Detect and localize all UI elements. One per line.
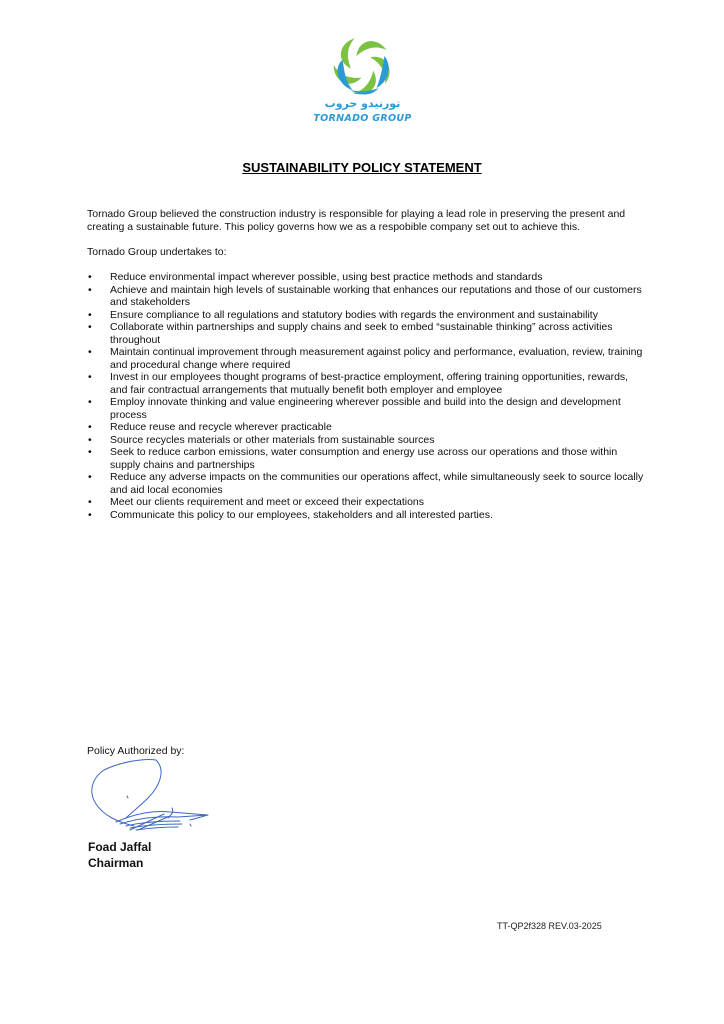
logo-english-text: TORNADO GROUP [313, 113, 412, 124]
logo-arabic-text: تورنيدو جروب [324, 97, 401, 110]
signature-icon [86, 756, 216, 836]
commitments-list [87, 271, 647, 521]
list-item: • Collaborate within partnerships and supply chains and seek to embed “sustainable thinking” across activities throughout [87, 321, 647, 346]
signer-name: Foad Jaffal [88, 840, 152, 854]
authorized-by-label: Policy Authorized by: [87, 745, 185, 757]
list-item: • Meet our clients requirement and meet or exceed their expectations [87, 496, 647, 509]
list-item: • Seek to reduce carbon emissions, water consumption and energy use across our operations and those within supply chains and partnerships [87, 446, 647, 471]
list-item: • Communicate this policy to our employees, stakeholders and all interested parties. [87, 509, 647, 522]
list-item: • Reduce environmental impact wherever possible, using best practice methods and standards [87, 271, 647, 284]
list-item: • Reduce any adverse impacts on the communities our operations affect, while simultaneously seek to source locally and aid local economies [87, 471, 647, 496]
list-item: • Maintain continual improvement through measurement against policy and performance, evaluation, review, training and procedural change where required [87, 346, 647, 371]
list-item: • Ensure compliance to all regulations and statutory bodies with regards the environment and sustainability [87, 309, 647, 322]
undertakes-heading: Tornado Group undertakes to: [87, 246, 227, 258]
list-item: • Achieve and maintain high levels of sustainable working that enhances our reputations and those of our customers and stakeholders [87, 284, 647, 309]
list-item: • Invest in our employees thought programs of best-practice employment, offering training opportunities, rewards, and fair contractual arrangements that mutually benefit both employer and employee [87, 371, 647, 396]
star-logo-icon [305, 32, 420, 98]
list-item: • Reduce reuse and recycle wherever practicable [87, 421, 647, 434]
intro-paragraph: Tornado Group believed the construction industry is responsible for playing a lead role in preserving the present and creating a sustainable future. This policy governs how we as a respobible company set out to achieve this. [87, 208, 626, 233]
list-item: • Source recycles materials or other materials from sustainable sources [87, 434, 647, 447]
tornado-group-logo [305, 32, 420, 128]
document-reference: TT-QP2f328 REV.03-2025 [497, 921, 602, 931]
signer-title: Chairman [88, 856, 144, 870]
list-item: • Employ innovate thinking and value engineering wherever possible and build into the design and development process [87, 396, 647, 421]
document-title: SUSTAINABILITY POLICY STATEMENT [242, 160, 482, 175]
